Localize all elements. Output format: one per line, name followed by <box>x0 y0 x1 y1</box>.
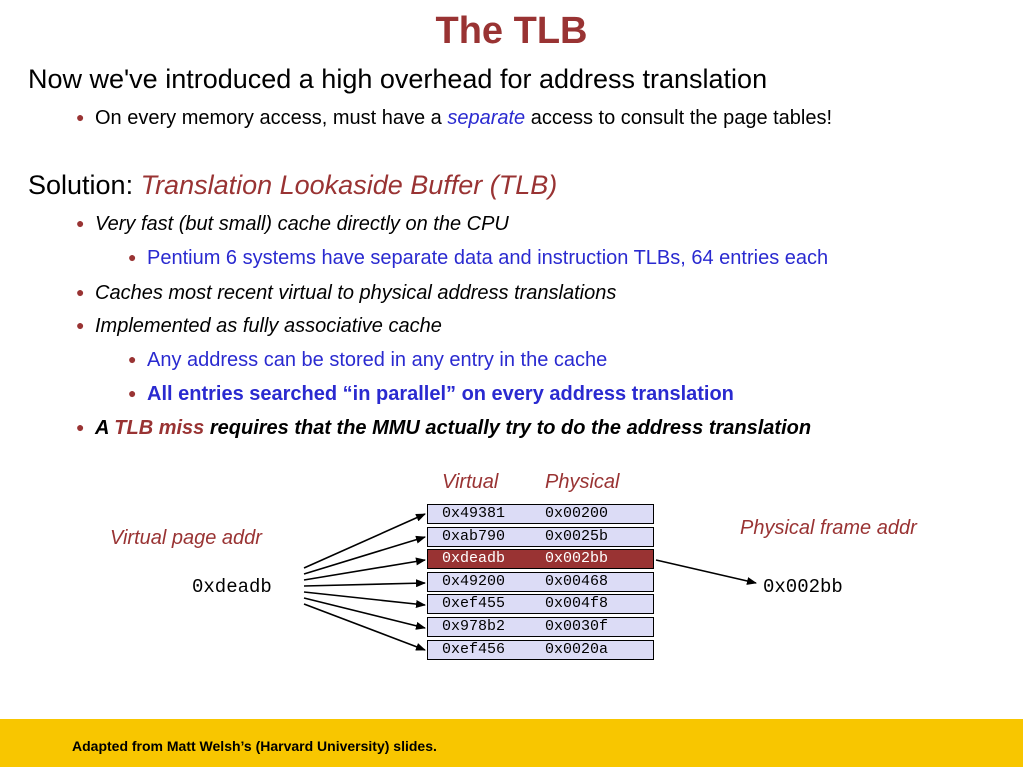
bullet-dot-icon: ● <box>76 215 85 231</box>
subbullet-pentium: ● Pentium 6 systems have separate data and instruction TLBs, 64 entries each <box>128 247 829 269</box>
tlb-virtual: 0xdeadb <box>442 550 506 568</box>
result-arrow <box>656 560 756 583</box>
tlb-physical: 0x0020a <box>545 640 609 658</box>
tlb-virtual: 0x978b2 <box>442 617 506 635</box>
bullet-dot-icon: ● <box>76 284 85 300</box>
tlb-virtual: 0x49200 <box>442 572 506 590</box>
bullet-fast-cache: ● Very fast (but small) cache directly on the CPU <box>76 213 509 235</box>
slide-title: The TLB <box>435 10 588 52</box>
label-virtual-page-addr: Virtual page addr <box>110 527 262 549</box>
tlb-physical: 0x002bb <box>545 550 609 568</box>
virtual-address-value: 0xdeadb <box>192 576 272 598</box>
label-physical-frame-addr: Physical frame addr <box>740 517 917 539</box>
bullet-dot-icon: ● <box>128 351 137 367</box>
tlb-physical: 0x00468 <box>545 572 609 590</box>
emph-tlb-miss: TLB miss <box>114 417 205 439</box>
heading-solution: Solution: Translation Lookaside Buffer (TLB) <box>28 170 558 200</box>
lookup-arrow <box>304 560 425 580</box>
bullet-dot-icon: ● <box>128 249 137 265</box>
tlb-physical: 0x00200 <box>545 505 609 522</box>
tlb-physical: 0x0030f <box>545 617 609 635</box>
subbullet-any-address: ● Any address can be stored in any entry in the cache <box>128 349 608 371</box>
tlb-virtual: 0xab790 <box>442 527 506 545</box>
column-label-virtual: Virtual <box>442 471 499 493</box>
tlb-virtual: 0xef455 <box>442 595 506 613</box>
bullet-dot-icon: ● <box>76 419 85 435</box>
footer-credit: Adapted from Matt Welsh’s (Harvard University) slides. <box>72 738 437 754</box>
tlb-virtual: 0x49381 <box>442 505 506 522</box>
bullet-dot-icon: ● <box>76 109 85 125</box>
bullet-memory-access: ● On every memory access, must have a separate access to consult the page tables! <box>76 107 833 129</box>
lookup-arrow <box>304 604 425 650</box>
heading-overhead: Now we've introduced a high overhead for address translation <box>28 64 768 94</box>
emph-separate: separate <box>447 107 526 129</box>
tlb-physical: 0x004f8 <box>545 595 609 613</box>
tlb-virtual: 0xef456 <box>442 640 506 658</box>
subbullet-parallel-search: ● All entries searched “in parallel” on every address translation <box>128 383 734 405</box>
bullet-tlb-miss: ● A TLB miss requires that the MMU actually try to do the address translation <box>76 417 812 439</box>
lookup-arrow <box>304 583 425 586</box>
column-label-physical: Physical <box>545 471 620 493</box>
lookup-arrow <box>304 514 425 568</box>
emph-tlb-name: Translation Lookaside Buffer (TLB) <box>140 170 558 200</box>
physical-frame-value: 0x002bb <box>763 576 843 598</box>
bullet-dot-icon: ● <box>76 317 85 333</box>
bullet-caches-recent: ● Caches most recent virtual to physical address translations <box>76 282 617 304</box>
bullet-dot-icon: ● <box>128 385 137 401</box>
lookup-arrow <box>304 537 425 574</box>
tlb-physical: 0x0025b <box>545 527 609 545</box>
bullet-fully-associative: ● Implemented as fully associative cache <box>76 315 442 337</box>
